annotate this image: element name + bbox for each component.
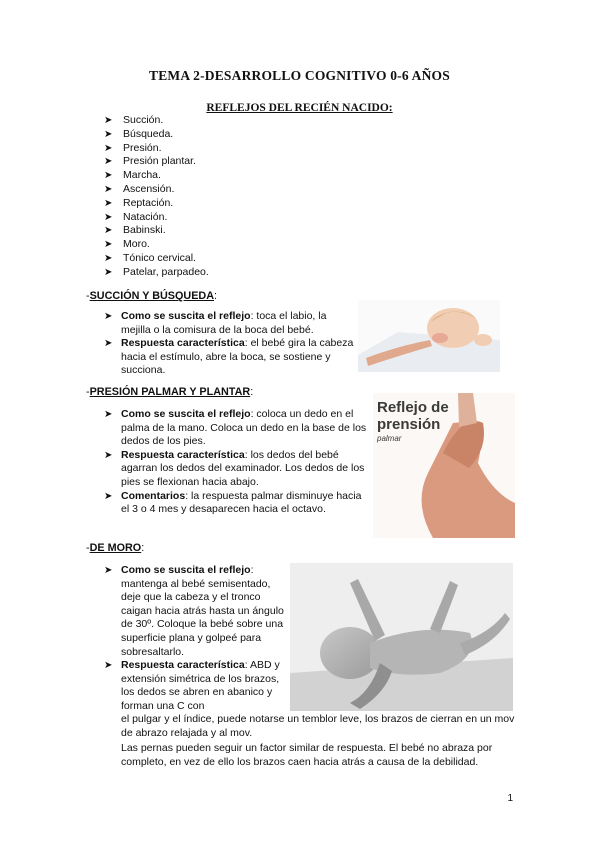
grasp-reflex-image: Reflejo de prensión palmar	[373, 393, 515, 538]
list-item: ➤ Ascensión.	[104, 182, 175, 195]
list-item: ➤ Moro.	[104, 238, 150, 251]
list-item: ➤ Succión.	[104, 114, 164, 126]
list-item: ➤ Como se suscita el reflejo: coloca un dedo en el palma de la mano. Coloca un dedo en la base de los dedos de los pies.	[104, 408, 367, 448]
list-item: ➤ Marcha.	[104, 169, 161, 182]
arrow-bullet-icon: ➤	[104, 660, 113, 672]
list-item: ➤ Babinski.	[104, 224, 166, 237]
arrow-bullet-icon: ➤	[104, 449, 113, 461]
section-heading-presion: -PRESIÓN PALMAR Y PLANTAR:	[86, 386, 254, 398]
arrow-bullet-icon: ➤	[104, 211, 113, 223]
succion-list	[104, 310, 356, 378]
page-number: 1	[507, 793, 513, 804]
moro-extra-paragraph: Las pernas pueden seguir un factor similar de respuesta. El bebé no abraza por completo, en vez de ello los brazos caen hacia atrás a causa de la debilidad.	[121, 742, 493, 768]
page-title: TEMA 2-DESARROLLO COGNITIVO 0-6 AÑOS	[149, 68, 450, 83]
baby-sucking-image	[358, 300, 500, 372]
arrow-bullet-icon: ➤	[104, 128, 113, 140]
list-item: ➤ Respuesta característica: ABD y extensión simétrica de los brazos, los dedos se abren en abanico y forman una C con	[104, 659, 280, 712]
presion-list	[104, 408, 372, 517]
arrow-bullet-icon: ➤	[104, 170, 113, 182]
list-item: ➤ Respuesta característica: los dedos del bebé agarran los dedos del examinador. Los dedos de los pies se flexionan hacia abajo.	[104, 448, 365, 488]
section-heading-succion: -SUCCIÓN Y BÚSQUEDA:	[86, 290, 217, 302]
arrow-bullet-icon: ➤	[104, 183, 113, 195]
list-item: ➤ Patelar, parpadeo.	[104, 265, 209, 278]
moro-list	[104, 564, 289, 714]
list-item: ➤ Natación.	[104, 210, 168, 223]
arrow-bullet-icon: ➤	[104, 197, 113, 209]
list-item: ➤ Respuesta característica: el bebé gira la cabeza hacia el estímulo, abre la boca, se sostiene y succiona.	[104, 337, 354, 377]
arrow-bullet-icon: ➤	[104, 142, 113, 154]
arrow-bullet-icon: ➤	[104, 115, 113, 126]
arrow-bullet-icon: ➤	[104, 252, 113, 264]
arrow-bullet-icon: ➤	[104, 225, 113, 237]
arrow-bullet-icon: ➤	[104, 565, 113, 576]
list-item: ➤ Tónico cervical.	[104, 251, 196, 264]
list-item: ➤ Presión.	[104, 141, 162, 154]
list-item: ➤ Como se suscita el reflejo: toca el labio, la mejilla o la comisura de la boca del bebé.	[104, 310, 327, 336]
moro-reflex-image	[290, 563, 513, 711]
arrow-bullet-icon: ➤	[104, 266, 113, 278]
arrow-bullet-icon: ➤	[104, 156, 113, 168]
list-item: ➤ Comentarios: la respuesta palmar disminuye hacia el 3 o 4 mes y desaparecen hacia el octavo.	[104, 489, 362, 516]
list-item: ➤ Búsqueda.	[104, 127, 174, 140]
section-subtitle: REFLEJOS DEL RECIÉN NACIDO:	[206, 102, 393, 114]
arrow-bullet-icon: ➤	[104, 338, 113, 350]
section-heading-moro: -DE MORO:	[86, 542, 145, 554]
list-item: ➤ Reptación.	[104, 196, 174, 209]
arrow-bullet-icon: ➤	[104, 239, 113, 251]
list-item: ➤ Presión plantar.	[104, 155, 196, 168]
arrow-bullet-icon: ➤	[104, 409, 113, 420]
arrow-bullet-icon: ➤	[104, 490, 113, 502]
list-item: ➤ Como se suscita el reflejo: mantenga al bebé semisentado, deje que la cabeza y el tronco caigan hacia atrás hasta un ángulo de 30º. Coloque la bebé sobre una superficie plana y golpeé para sobresaltarlo.	[104, 564, 284, 658]
reflex-list	[104, 114, 209, 280]
arrow-bullet-icon: ➤	[104, 311, 113, 322]
moro-continuation: el pulgar y el índice, puede notarse un temblor leve, los brazos de cierran en un mov de abrazo relajada y al mov.	[121, 713, 515, 739]
